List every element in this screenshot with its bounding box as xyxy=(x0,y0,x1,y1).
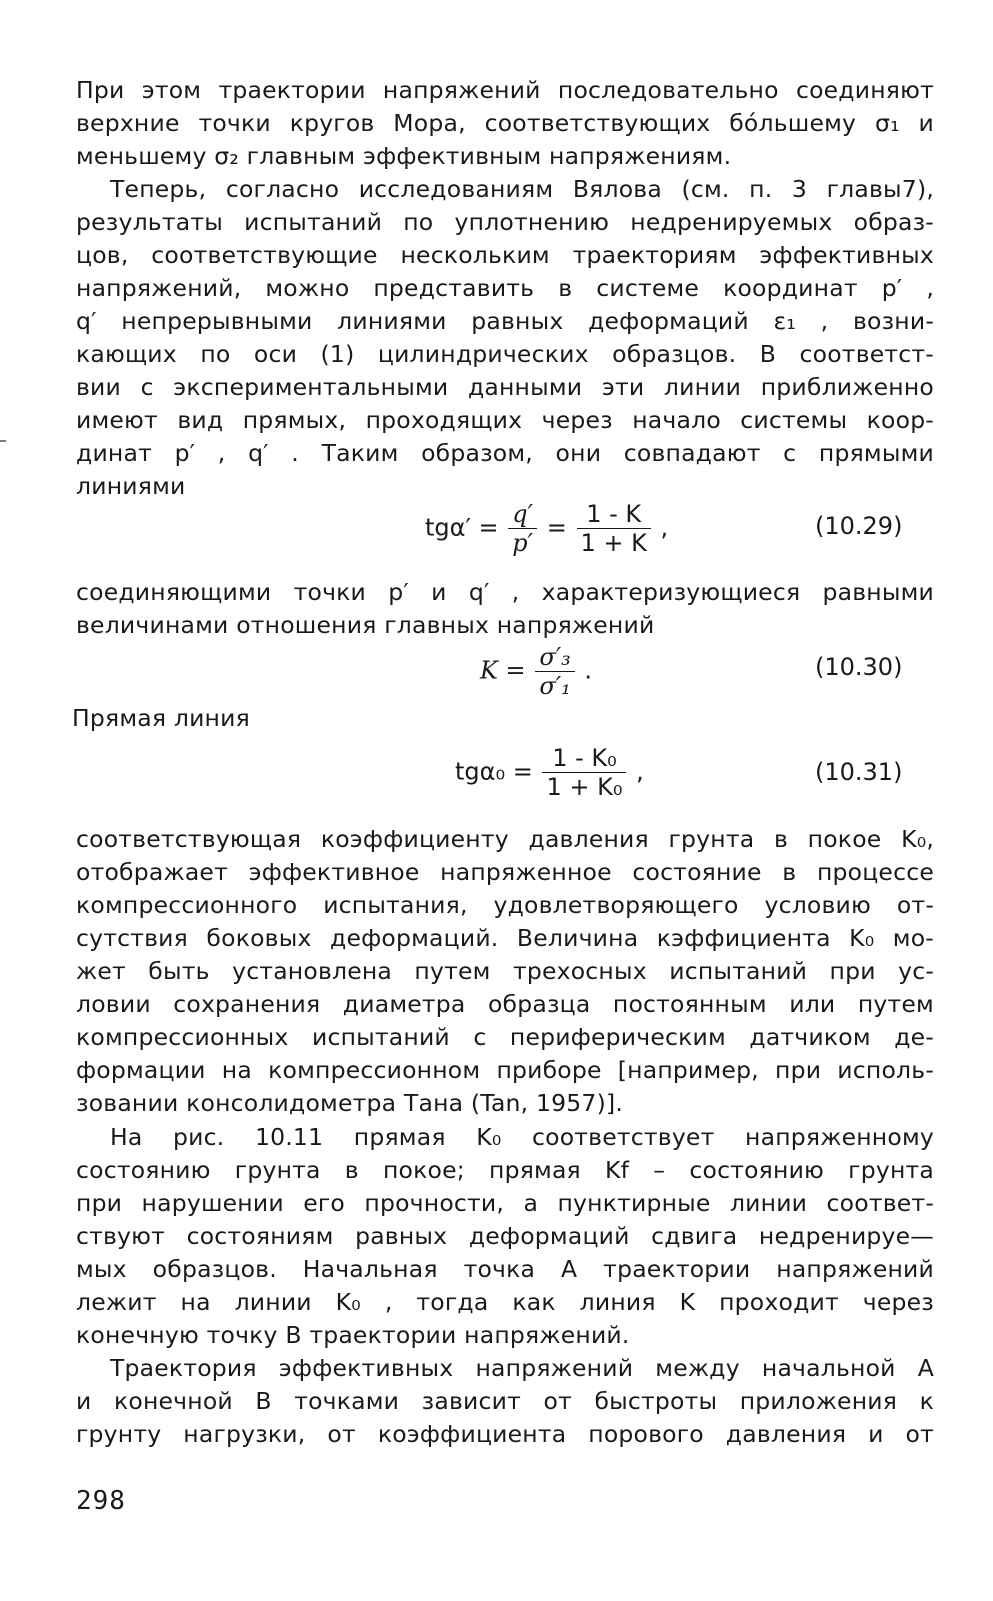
eq1-num1: q′ xyxy=(508,500,537,529)
text-line: формации на компрессионном приборе [например, при исполь- xyxy=(76,1056,934,1084)
text-line: Теперь, согласно исследованиям Вялова (см. п. 3 главы7), xyxy=(110,175,934,203)
eq3-den: 1 + K₀ xyxy=(546,773,623,801)
text-line: лежит на линии K₀ , тогда как линия K проходит через xyxy=(76,1288,934,1316)
text-line: зовании консолидометра Тана (Tan, 1957)]. xyxy=(76,1089,623,1117)
text-line: кающих по оси (1) цилиндрических образцов. В соответст- xyxy=(76,340,934,368)
eq2-tail: . xyxy=(584,656,593,685)
equation-10-29 xyxy=(425,500,668,557)
text-line: соединяющими точки p′ и q′ , характеризующиеся равными xyxy=(76,578,934,606)
equation-10-31 xyxy=(455,744,644,801)
text-line: компрессионных испытаний с периферическим датчиком де- xyxy=(76,1023,934,1051)
eq1-lhs: tgα′ = xyxy=(425,513,499,542)
eq1-tail: , xyxy=(660,513,669,542)
page-number: 298 xyxy=(76,1486,126,1516)
text-line: состоянию грунта в покое; прямая Kf – состоянию грунта xyxy=(76,1156,934,1184)
text-line: q′ непрерывными линиями равных деформаций ε₁ , возни- xyxy=(76,307,934,335)
eq2-fraction xyxy=(535,643,574,700)
equation-number: (10.30) xyxy=(815,653,903,681)
eq1-den2: 1 + K xyxy=(580,529,647,557)
text-line: цов, соответствующие нескольким траекториям эффективных xyxy=(76,241,934,269)
text-line: На рис. 10.11 прямая K₀ соответствует напряженному xyxy=(110,1123,934,1151)
equation-10-30 xyxy=(480,643,592,700)
text-line: соответствующая коэффициенту давления грунта в покое K₀, xyxy=(76,825,934,853)
text-line: ствуют состояниям равных деформаций сдвига недренируе— xyxy=(76,1222,934,1250)
text-line: отображает эффективное напряженное состояние в процессе xyxy=(76,858,934,886)
text-line: жет быть установлена путем трехосных испытаний при ус- xyxy=(76,957,934,985)
equation-number: (10.29) xyxy=(815,512,903,540)
text-line: имеют вид прямых, проходящих через начало системы коор- xyxy=(76,406,934,434)
text-line: ловии сохранения диаметра образца постоянным или путем xyxy=(76,990,934,1018)
eq1-den1: p′ xyxy=(512,529,534,557)
text-line: линиями xyxy=(76,472,186,500)
text-line: Траектория эффективных напряжений между начальной A xyxy=(110,1354,934,1382)
eq3-fraction xyxy=(542,744,626,801)
text-line: компрессионного испытания, удовлетворяющего условию от- xyxy=(76,891,934,919)
text-line: мых образцов. Начальная точка A траектории напряжений xyxy=(76,1255,934,1283)
text-line: вии с экспериментальными данными эти линии приближенно xyxy=(76,373,934,401)
eq1-fraction-2 xyxy=(577,500,651,557)
text-line: динат p′ , q′ . Таким образом, они совпадают с прямыми xyxy=(76,439,934,467)
eq1-fraction-1 xyxy=(508,500,537,557)
text-line: Прямая линия xyxy=(72,704,250,732)
eq1-num2: 1 - K xyxy=(577,500,651,529)
text-line: и конечной B точками зависит от быстроты приложения к xyxy=(76,1387,934,1415)
eq2-num: σ′₃ xyxy=(535,643,574,672)
text-line: при нарушении его прочности, а пунктирные линии соответ- xyxy=(76,1189,934,1217)
eq3-lhs: tgα₀ = xyxy=(455,757,533,786)
eq1-mid: = xyxy=(546,513,567,542)
text-line: напряжений, можно представить в системе координат p′ , xyxy=(76,274,934,302)
text-line: конечную точку B траектории напряжений. xyxy=(76,1321,630,1349)
text-line: результаты испытаний по уплотнению недренируемых образ- xyxy=(76,208,934,236)
text-line: верхние точки кругов Мора, соответствующих бо́льшему σ₁ и xyxy=(76,109,934,137)
text-line: величинами отношения главных напряжений xyxy=(76,611,655,639)
eq3-num: 1 - K₀ xyxy=(542,744,626,773)
margin-mark xyxy=(0,440,6,442)
text-line: меньшему σ₂ главным эффективным напряжениям. xyxy=(76,142,732,170)
equation-number: (10.31) xyxy=(815,758,903,786)
eq2-den: σ′₁ xyxy=(539,672,571,700)
eq2-lhs: K = xyxy=(480,656,526,685)
eq3-tail: , xyxy=(636,757,644,786)
text-line: При этом траектории напряжений последовательно соединяют xyxy=(76,76,934,104)
text-line: сутствия боковых деформаций. Величина кэффициента K₀ мо- xyxy=(76,924,934,952)
text-line: грунту нагрузки, от коэффициента порового давления и от xyxy=(76,1420,934,1448)
